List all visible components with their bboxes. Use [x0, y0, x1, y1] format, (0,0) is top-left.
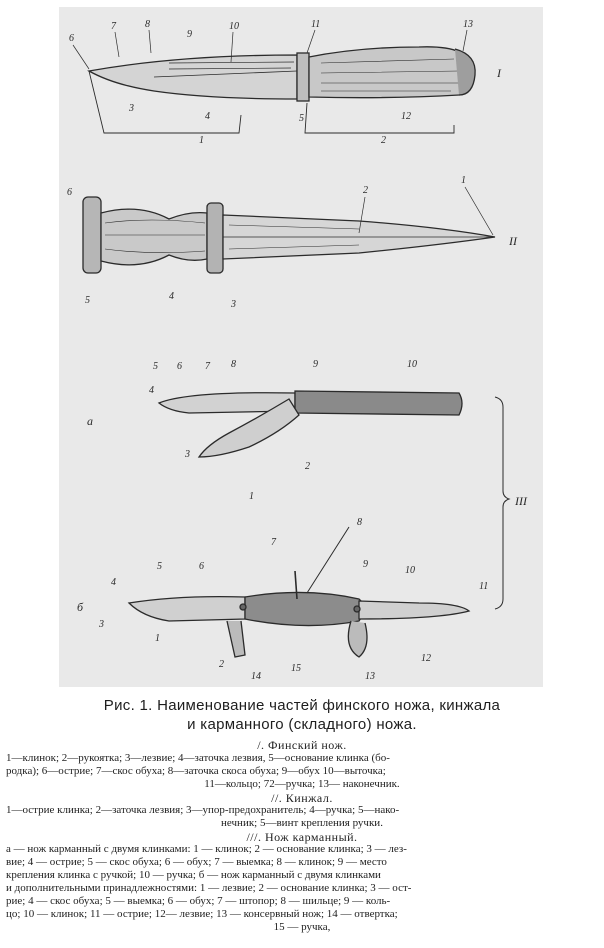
- label-15: 15: [291, 663, 301, 674]
- label-2: 2: [363, 185, 368, 196]
- legend-line: и дополнительными принадлежностями: 1 — лезвие; 2 — основание клинка; 3 — ост-: [6, 882, 412, 894]
- label-12: 12: [401, 111, 411, 122]
- label-7: 7: [205, 361, 210, 372]
- pocket-knife-b-drawing: [129, 527, 469, 657]
- section-heading-finnish-knife: /. Финский нож.: [257, 738, 347, 752]
- label-5: 5: [299, 113, 304, 124]
- label-8: 8: [231, 359, 236, 370]
- legend-line: родка); 6—острие; 7—скос обуха; 8—заточка скоса обуха; 9—обух 10—выточка;: [6, 765, 386, 777]
- label-2: 2: [219, 659, 224, 670]
- label-9: 9: [187, 29, 192, 40]
- label-6: 6: [69, 33, 74, 44]
- legend-line: нечник; 5—винт крепления ручки.: [221, 817, 383, 829]
- legend-line: крепления клинка с ручкой; 10 — ручка; б — нож карманный с двумя клинками: [6, 869, 381, 881]
- label-3: 3: [129, 103, 134, 114]
- label-10: 10: [407, 359, 417, 370]
- legend-line: 11—кольцо; 72—ручка; 13— наконечник.: [204, 778, 400, 790]
- label-9: 9: [363, 559, 368, 570]
- label-8: 8: [357, 517, 362, 528]
- section-heading-pocket-knife: ///. Нож карманный.: [246, 830, 358, 844]
- legend-line: цо; 10 — клинок; 11 — острие; 12— лезвие; 13 — консервный нож; 14 — отвертка;: [6, 908, 398, 920]
- label-10: 10: [405, 565, 415, 576]
- legend-line: а — нож карманный с двумя клинками: 1 — клинок; 2 — основание клинка; 3 — лез-: [6, 843, 407, 855]
- label-7: 7: [111, 21, 116, 32]
- legend-line: 15 — ручка,: [273, 921, 331, 933]
- label-5: 5: [153, 361, 158, 372]
- section-heading-dagger: //. Кинжал.: [271, 791, 333, 805]
- label-3: 3: [231, 299, 236, 310]
- label-1: 1: [199, 135, 204, 146]
- roman-numeral-III: III: [515, 494, 527, 508]
- roman-numeral-I: I: [497, 66, 501, 80]
- label-5: 5: [157, 561, 162, 572]
- label-2: 2: [381, 135, 386, 146]
- label-11: 11: [479, 581, 489, 592]
- legend-line: рие; 4 — скос обуха; 5 — выемка; 6 — обух; 7 — штопор; 8 — шильце; 9 — коль-: [6, 895, 391, 907]
- label-1: 1: [249, 491, 254, 502]
- label-b: б: [77, 600, 84, 614]
- dagger-drawing: [83, 197, 495, 273]
- label-6: 6: [67, 187, 72, 198]
- label-5: 5: [85, 295, 90, 306]
- figure-illustration: [59, 7, 543, 687]
- figure-caption-line-1: Рис. 1. Наименование частей финского ножа, кинжала: [103, 697, 501, 714]
- label-7: 7: [271, 537, 276, 548]
- legend-line: 1—клинок; 2—рукоятка; 3—лезвие; 4—заточка лезвия, 5—основание клинка (бо-: [6, 752, 390, 764]
- label-4: 4: [205, 111, 210, 122]
- label-4: 4: [149, 385, 154, 396]
- label-13: 13: [365, 671, 375, 682]
- figure-caption-line-2: и карманного (складного) ножа.: [187, 716, 417, 733]
- pocket-knife-a-drawing: [159, 391, 462, 457]
- label-8: 8: [145, 19, 150, 30]
- label-4: 4: [169, 291, 174, 302]
- label-1: 1: [461, 175, 466, 186]
- label-6: 6: [177, 361, 182, 372]
- label-a: а: [87, 414, 93, 428]
- label-12: 12: [421, 653, 431, 664]
- label-4: 4: [111, 577, 116, 588]
- label-11: 11: [311, 19, 321, 30]
- label-1: 1: [155, 633, 160, 644]
- label-6: 6: [199, 561, 204, 572]
- label-9: 9: [313, 359, 318, 370]
- legend-line: 1—острие клинка; 2—заточка лезвия; 3—упор-предохранитель; 4—ручка; 5—нако-: [6, 804, 400, 816]
- label-3: 3: [185, 449, 190, 460]
- label-13: 13: [463, 19, 473, 30]
- label-2: 2: [305, 461, 310, 472]
- knife-drawings: [59, 7, 543, 687]
- roman-numeral-II: II: [509, 234, 517, 248]
- finnish-knife-drawing: [89, 47, 475, 133]
- label-14: 14: [251, 671, 261, 682]
- bracket: [495, 397, 509, 609]
- legend-line: вие; 4 — острие; 5 — скос обуха; 6 — обух; 7 — выемка; 8 — клинок; 9 — место: [6, 856, 387, 868]
- label-3: 3: [99, 619, 104, 630]
- label-10: 10: [229, 21, 239, 32]
